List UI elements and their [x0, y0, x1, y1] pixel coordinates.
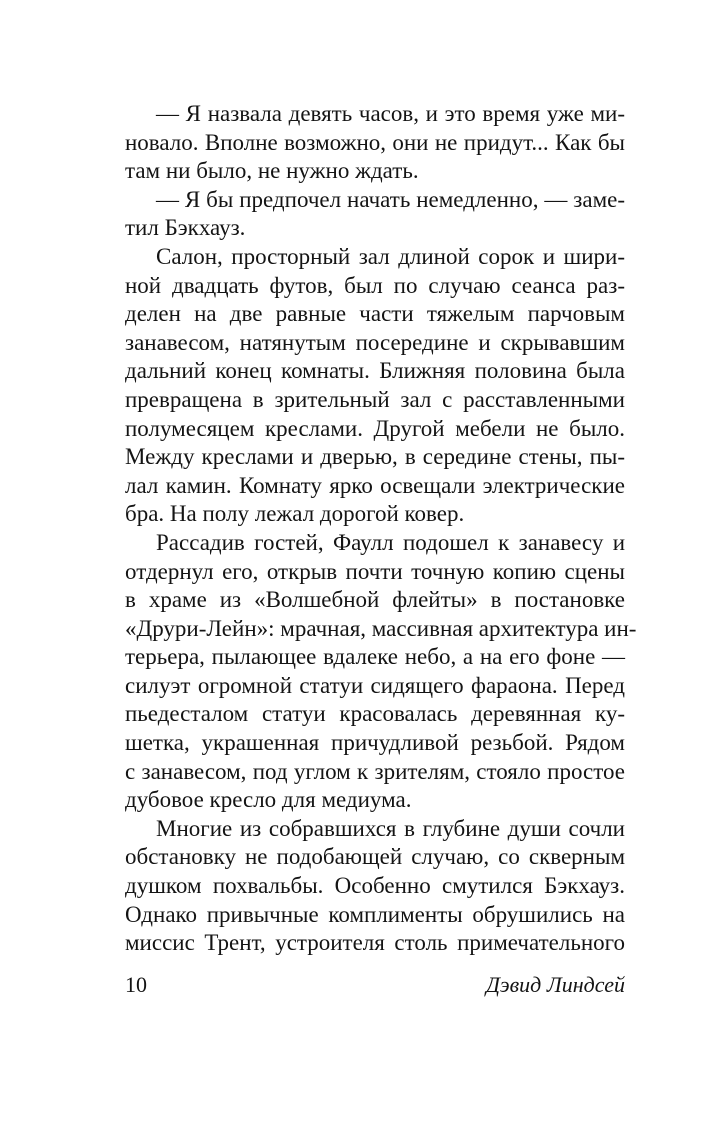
text-line: полумесяцем креслами. Другой мебели не было. [125, 415, 625, 441]
text-line: шетка, украшенная причудливой резьбой. Рядом [125, 730, 625, 756]
paragraph [125, 243, 625, 529]
running-head-author: Дэвид Линдсей [485, 972, 625, 997]
text-line: — Я назвала девять часов, и это время уже ми- [156, 101, 625, 126]
text-line: превращена в зрительный зал с расставленными [125, 386, 625, 412]
text-line: отдернул его, открыв почти точную копию сцены [125, 558, 625, 584]
text-line: Салон, просторный зал длиной сорок и шири- [156, 243, 625, 269]
text-line: душком похвальбы. Особенно смутился Бэкхауз. [125, 873, 625, 899]
page-number: 10 [125, 972, 147, 997]
text-line: — Я бы предпочел начать немедленно, — заме- [156, 186, 625, 212]
text-line: новало. Вполне возможно, они не придут... Как бы [125, 129, 625, 155]
text-line: силуэт огромной статуи сидящего фараона. Перед [125, 672, 625, 698]
text-line: Между креслами и дверью, в середине стены, пы- [125, 444, 625, 470]
text-line: «Друри-Лейн»: мрачная, массивная архитектура ин- [125, 615, 637, 641]
text-line: бра. На полу лежал дорогой ковер. [125, 501, 465, 527]
text-line: делен на две равные части тяжелым парчовым [125, 301, 625, 327]
text-line: терьера, пылающее вдалеке небо, а на его фоне — [125, 644, 625, 670]
text-line: лал камин. Комнату ярко освещали электрические [125, 472, 625, 498]
paragraph [125, 529, 637, 815]
text-line: Рассадив гостей, Фаулл подошел к занавесу и [156, 529, 625, 555]
paragraph [125, 100, 625, 186]
text-line: в храме из «Волшебной флейты» в постановке [125, 587, 625, 613]
paragraph [125, 815, 625, 958]
text-line: Многие из собравшихся в глубине души сочли [156, 815, 625, 841]
text-line: дубовое кресло для медиума. [125, 787, 412, 813]
paragraph [125, 186, 625, 243]
text-line: занавесом, натянутым посередине и скрывавшим [125, 329, 625, 355]
body-text [125, 100, 637, 958]
text-line: пьедесталом статуи красовалась деревянная ку- [125, 701, 625, 727]
text-line: обстановку не подобающей случаю, со скверным [125, 844, 625, 870]
text-line: с занавесом, под углом к зрителям, стояло простое [125, 758, 625, 784]
text-line: Однако привычные комплименты обрушились на [125, 901, 625, 927]
text-line: там ни было, не нужно ждать. [125, 158, 419, 184]
text-line: тил Бэкхауз. [125, 215, 246, 241]
text-line: дальний конец комнаты. Ближняя половина была [125, 358, 625, 384]
text-line: ной двадцать футов, был по случаю сеанса раз- [125, 272, 625, 298]
text-line: миссис Трент, устроителя столь примечательного [125, 930, 625, 956]
